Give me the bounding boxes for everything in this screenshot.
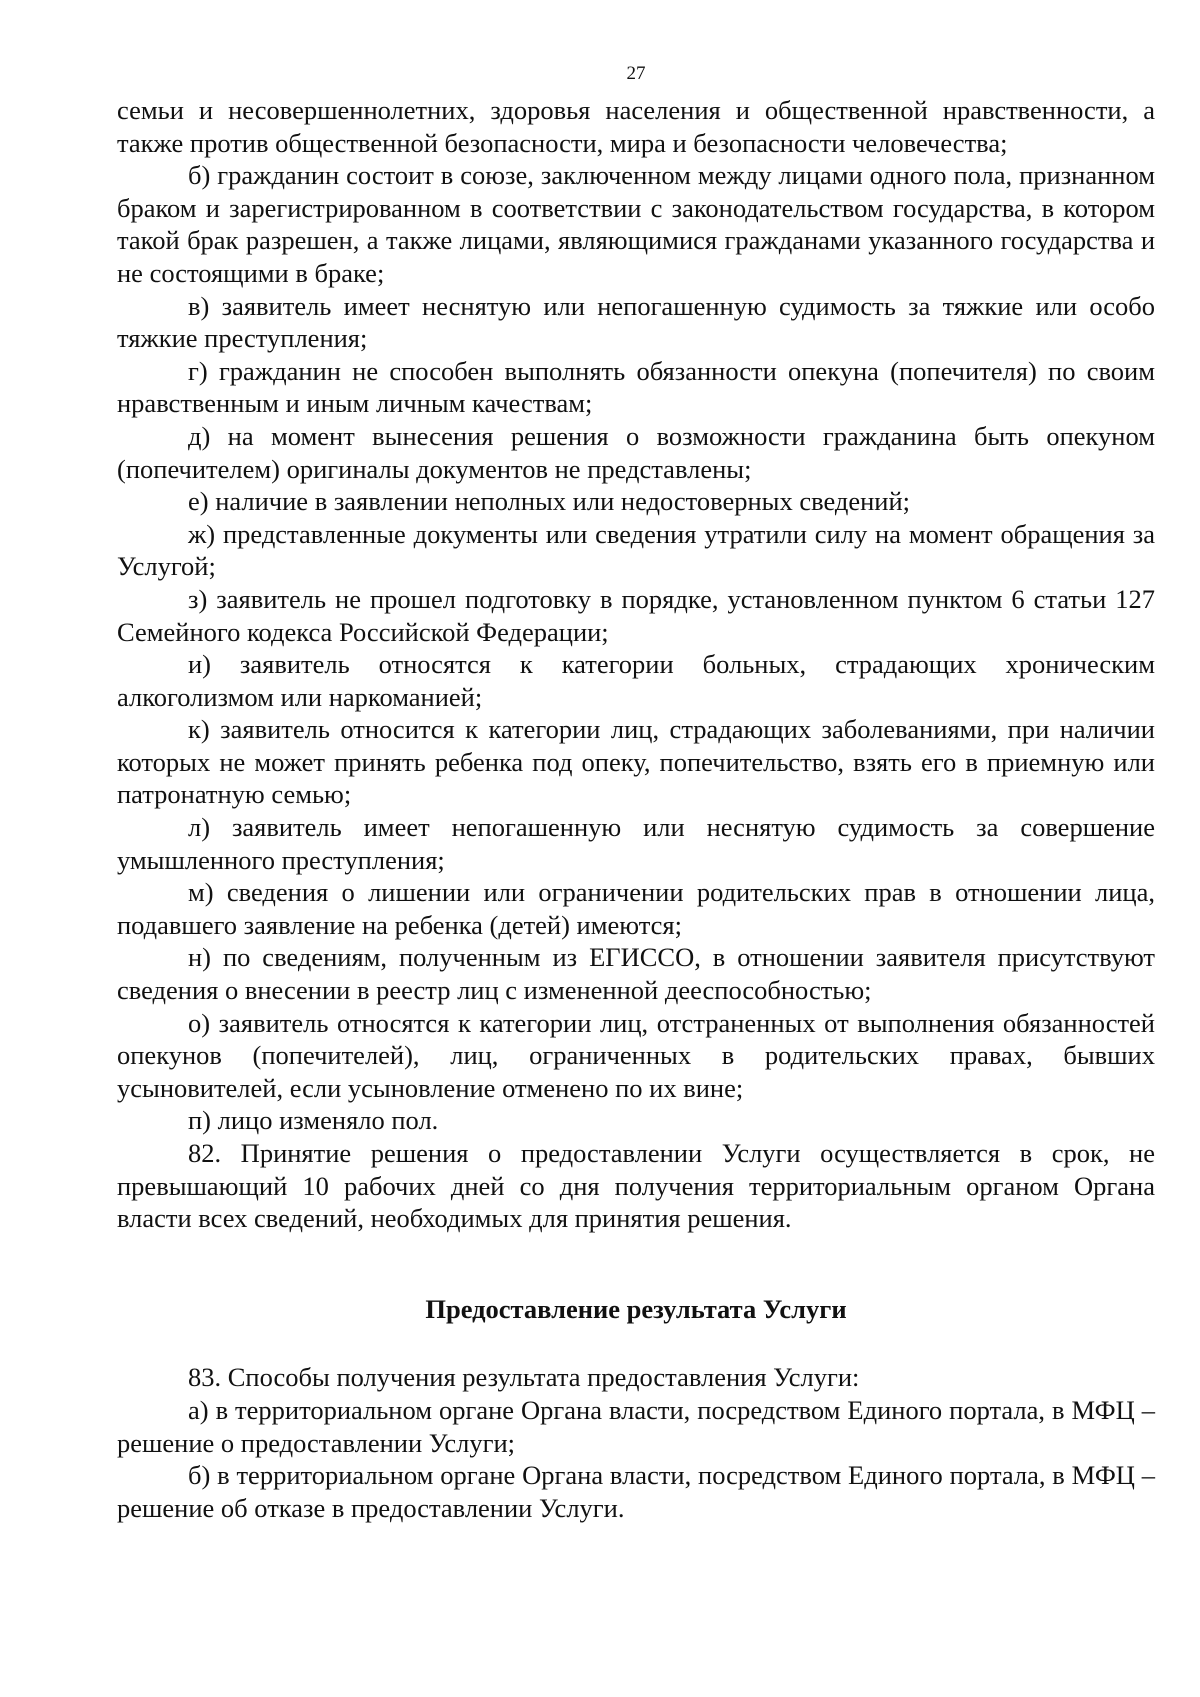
page-number: 27 bbox=[626, 63, 646, 84]
list-item-k: к) заявитель относится к категории лиц, страдающих заболеваниями, при наличии которых не может принять ребенка под опеку, попечительство, взять его в приемную или патронатную семью; bbox=[117, 714, 1155, 810]
list-item-d: д) на момент вынесения решения о возможности гражданина быть опекуном (попечителем) оригиналы документов не представлены; bbox=[117, 420, 1155, 484]
list-item-v: в) заявитель имеет неснятую или непогашенную судимость за тяжкие или особо тяжкие преступления; bbox=[117, 290, 1155, 354]
list-item-z: з) заявитель не прошел подготовку в порядке, установленном пунктом 6 статьи 127 Семейного кодекса Российской Федерации; bbox=[117, 583, 1155, 647]
clause-83: 83. Способы получения результата предоставления Услуги: bbox=[188, 1362, 860, 1393]
list-item-b: б) гражданин состоит в союзе, заключенном между лицами одного пола, признанном браком и зарегистрированном в соответствии с законодательством государства, в котором такой брак разрешен, а также лицами, являющимися гражданами указанного государства и не состоящими в браке; bbox=[117, 160, 1155, 288]
list-item-l: л) заявитель имеет непогашенную или неснятую судимость за совершение умышленного преступления; bbox=[117, 812, 1155, 875]
list-item-n: н) по сведениям, полученным из ЕГИССО, в отношении заявителя присутствуют сведения о внесении в реестр лиц с измененной дееспособностью; bbox=[117, 942, 1155, 1006]
list-item-e: е) наличие в заявлении неполных или недостоверных сведений; bbox=[188, 486, 911, 517]
body-bottom bbox=[117, 1361, 1155, 1524]
list-item-p: п) лицо изменяло пол. bbox=[188, 1105, 439, 1136]
list-item-m: м) сведения о лишении или ограничении родительских прав в отношении лица, подавшего заявление на ребенка (детей) имеются; bbox=[117, 877, 1155, 940]
list-item-o: о) заявитель относятся к категории лиц, отстраненных от выполнения обязанностей опекунов (попечителей), лиц, ограниченных в родительских правах, бывших усыновителей, если усыновление отменено по их вине; bbox=[117, 1007, 1155, 1103]
clause-82: 82. Принятие решения о предоставлении Услуги осуществляется в срок, не превышающий 10 рабочих дней со дня получения территориальным органом Органа власти всех сведений, необходимых для принятия решения. bbox=[117, 1138, 1155, 1234]
paragraph-continuation: семьи и несовершеннолетних, здоровья населения и общественной нравственности, а также против общественной безопасности, мира и безопасности человечества; bbox=[117, 95, 1155, 158]
list-item-i: и) заявитель относятся к категории больных, страдающих хроническим алкоголизмом или наркоманией; bbox=[117, 649, 1155, 712]
body-top bbox=[117, 94, 1155, 1235]
list-item-g: г) гражданин не способен выполнять обязанности опекуна (попечителя) по своим нравственным и иным личным качествам; bbox=[117, 355, 1155, 419]
document-page bbox=[117, 62, 1155, 1524]
result-item-b: б) в территориальном органе Органа власти, посредством Единого портала, в МФЦ – решение об отказе в предоставлении Услуги. bbox=[117, 1460, 1155, 1523]
section-heading: Предоставление результата Услуги bbox=[425, 1293, 847, 1324]
list-item-zh: ж) представленные документы или сведения утратили силу на момент обращения за Услугой; bbox=[117, 518, 1155, 582]
result-item-a: а) в территориальном органе Органа власти, посредством Единого портала, в МФЦ – решение о предоставлении Услуги; bbox=[117, 1394, 1155, 1458]
